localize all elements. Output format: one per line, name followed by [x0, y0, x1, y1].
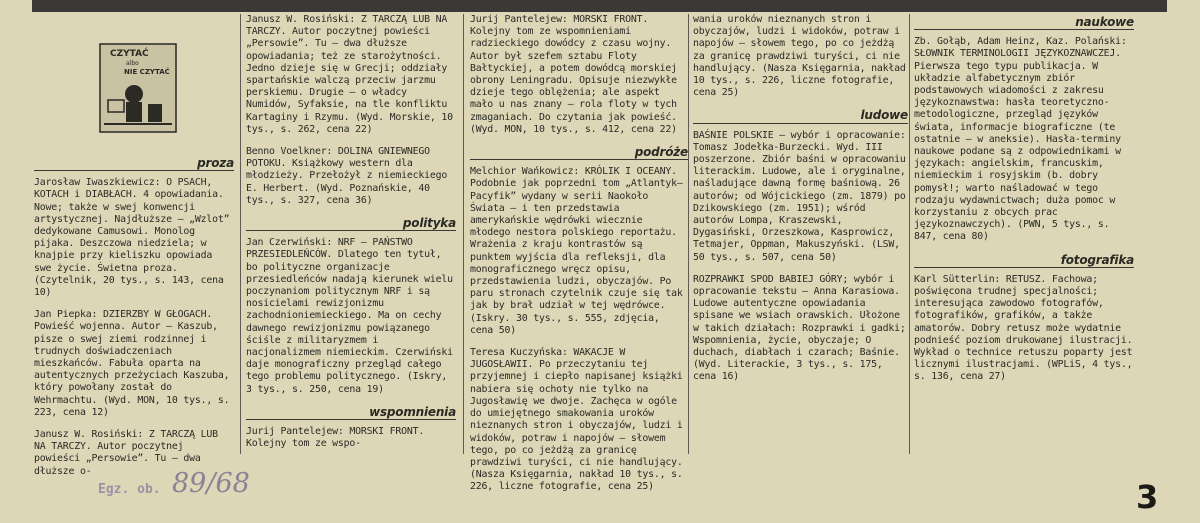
review-kuczynska-cont: wania uroków nieznanych stron i obyczajów, ludzi i widoków, potraw i napojów — słowem tego, po co jeżdżą za granicę prawdziwi turyści, ci nie handlujący. (Nasza Księgarnia, nakład 10 tys., s. 226, liczne fotografie, cena 25) [693, 14, 906, 99]
handwritten-note: 89/68 [172, 468, 250, 499]
section-heading-podroze: podróże [470, 146, 688, 160]
review-czerwinski: Jan Czerwiński: NRF — PAŃSTWO PRZESIEDLEŃCÓW. Dlatego ten tytuł, bo polityczne organizacje przesiedleńców nadają kierunek wielu poczynaniom politycznym NRF i są nosicielami rewizjonizmu zachodnioniemieckiego. Ma on cechy dawnego rewizjonizmu powiązanego ściśle z militaryzmem i nacjonalizmem niemieckim. Czerwiński daje monograficzny przegląd całego tego problemu politycznego. (Iskry, 3 tys., s. 250, cena 19) [246, 237, 453, 395]
review-pantelejew: Jurij Pantelejew: MORSKI FRONT. Kolejny tom ze wspomnieniami radzieckiego dowódcy z czasu wojny. Autor był szefem sztabu Floty Bałtyckiej, a potem dowódcą morskiej obrony Leningradu. Opisuje niezwykłe dzieje tego oblężenia; ale aspekt mało u nas znany — rola floty w tych zmaganiach. Do czytania jak powieść. (Wyd. MON, 10 tys., s. 412, cena 22) [470, 14, 677, 135]
column-divider [688, 14, 689, 454]
review-piepka: Jan Piepka: DZIERZBY W GŁOGACH. Powieść wojenna. Autor — Kaszub, pisze o swej ziemi rodzinnej i trudnych doświadczeniach mieszkańców. Fabuła oparta na autentycznych przeżyciach Kaszuba, który powołany został do Wehrmachtu. (Wyd. MON, 10 tys., s. 223, cena 12) [34, 309, 230, 418]
review-rosinski: Janusz W. Rosiński: Z TARCZĄ LUB NA TARCZY. Autor poczytnej powieści „Persowie”. Tu — dwa dłuższe opowiadania; też ze starożytności. Jedno dzieje się w Grecji; oddziały spartańskie walczą przeciw jarzmu perskiemu. Drugie — o władcy Numidów, Syfaksie, na tle konfliktu Kartaginy i Rzymu. (Wyd. Morskie, 10 tys., s. 262, cena 22) [246, 14, 453, 135]
review-pantelejew-start: Jurij Pantelejew: MORSKI FRONT. Kolejny tom ze wspo- [246, 426, 425, 450]
column-4 [693, 14, 908, 394]
column-1 [34, 155, 234, 488]
top-rule [32, 0, 1167, 12]
review-rozprawki: ROZPRAWKI SPOD BABIEJ GÓRY; wybór i opracowanie tekstu — Anna Karasiowa. Ludowe autentyczne opowiadania spisane we wsiach orawskich. Ułożone w takich działach: Rozprawki i gadki; Wspomnienia, życie, obyczaje; O duchach, diabłach i czarach; Baśnie. (Wyd. Literackie, 3 tys., s. 175, cena 16) [693, 273, 906, 383]
section-heading-polityka: polityka [246, 217, 456, 231]
column-divider [240, 14, 241, 454]
review-sutterlin: Karl Sütterlin: RETUSZ. Fachowa; poświęcona trudnej specjalności; interesująca zawodowo fotografów, fotografików, grafików, a także amatorów. Dobry retusz może wydatnie podnieść poziom drukowanej ilustracji. Wykład o technice retuszu poparty jest licznymi ilustracjami. (WPLiS, 4 tys., s. 136, cena 27) [914, 273, 1133, 383]
review-basnie: BAŚNIE POLSKIE — wybór i opracowanie: Tomasz Jodełka-Burzecki. Wyd. III poszerzone. Zbiór baśni w opracowaniu literackim. Ludowe, ale i oryginalne, naśladujące dawną formę baśniową. 26 autorów; od Wójcickiego (zm. 1879) po Dzikowskiego (zm. 1951); wśród autorów Lompa, Kraszewski, Dygasiński, Orzeszkowa, Kasprowicz, Tetmajer, Oppman, Makuszyński. (LSW, 50 tys., s. 507, cena 50) [693, 129, 906, 263]
czytac-logo [98, 42, 178, 134]
column-5 [914, 14, 1134, 394]
review-golab: Zb. Gołąb, Adam Heinz, Kaz. Polański: SŁOWNIK TERMINOLOGII JĘZYKOZNAWCZEJ. Pierwsza tego typu publikacja. W układzie alfabetycznym zbiór podstawowych wiadomości z zakresu językoznawstwa: hasła teoretyczno-metodologiczne, przegląd języków świata, informacje biograficzne (te ostatnie — w aneksie). Hasła-terminy naukowe podane są z odpowiednikami w językach: angielskim, francuskim, niemieckim i rosyjskim (b. dobry pomysł!; warto naśladować w tego rodzaju wydawnictwach; duża pomoc w korzystaniu z obcych prac językoznawczych). (PWN, 5 tys., s. 847, cena 80) [914, 36, 1127, 243]
review-voelkner: Benno Voelkner: DOLINA GNIEWNEGO POTOKU. Książkowy western dla młodzieży. Przełożył z niemieckiego E. Herbert. (Wyd. Poznańskie, 40 tys., s. 327, cena 36) [246, 146, 448, 206]
svg-text:albo: albo [126, 60, 139, 67]
column-divider [909, 14, 910, 454]
svg-text:CZYTAĆ: CZYTAĆ [110, 49, 149, 59]
column-3 [470, 14, 688, 504]
svg-text:NIE CZYTAĆ: NIE CZYTAĆ [124, 68, 170, 76]
column-2 [246, 14, 456, 461]
review-wankowicz: Melchior Wańkowicz: KRÓLIK I OCEANY. Podobnie jak poprzedni tom „Atlantyk—Pacyfik” wydany w serii Naokoło Świata — i ten przedstawia amerykańskie wędrówki wiecznie młodego nestora polskiego reportażu. Wrażenia z kraju kontrastów są punktem wyjścia dla refleksji, dla monograficznego wręcz opisu, przedstawienia ludzi, obyczajów. Po paru stronach czytelnik czuje się tak jak by brał udział w tej wędrówce. (Iskry. 30 tys., s. 555, zdjęcia, cena 50) [470, 166, 683, 336]
section-heading-fotografika: fotografika [914, 254, 1134, 268]
library-stamp: Egz. ob. [98, 482, 161, 497]
section-heading-naukowe: naukowe [914, 16, 1134, 30]
review-iwaszkiewicz: Jarosław Iwaszkiewicz: O PSACH, KOTACH i DIABŁACH. 4 opowiadania. Nowe; także w swej konwencji artystycznej. Najdłuższe — „Wzlot” dedykowane Camusowi. Monolog pijaka. Deszczowa niedziela; w knajpie przy kieliszku opowiada swe życie. Świetna proza. (Czytelnik, 20 tys., s. 143, cena 10) [34, 177, 230, 299]
review-rosinski-part1: Janusz W. Rosiński: Z TARCZĄ LUB NA TARCZY. Autor poczytnej powieści „Persowie”. Tu — dwa dłuższe o- [34, 429, 218, 477]
review-kuczynska: Teresa Kuczyńska: WAKACJE W JUGOSŁAWII. Po przeczytaniu tej przyjemnej i ciepło napisanej książki nabiera się ochoty nie tylko na Jugosławię we dwoje. Zachęca w ogóle do umiejętnego smakowania uroków nieznanych stron i obyczajów, ludzi i widoków, potraw i napojów — słowem tego, po co jeżdżą za granicę prawdziwi turyści, ci nie handlujący. (Nasza Księgarnia, nakład 10 tys., s. 226, liczne fotografie, cena 25) [470, 347, 683, 493]
section-heading-wspomnienia: wspomnienia [246, 406, 456, 420]
column-divider [463, 14, 464, 454]
page-number: 3 [1136, 478, 1159, 516]
section-heading-ludowe: ludowe [693, 109, 908, 123]
section-heading-proza: proza [34, 157, 234, 171]
